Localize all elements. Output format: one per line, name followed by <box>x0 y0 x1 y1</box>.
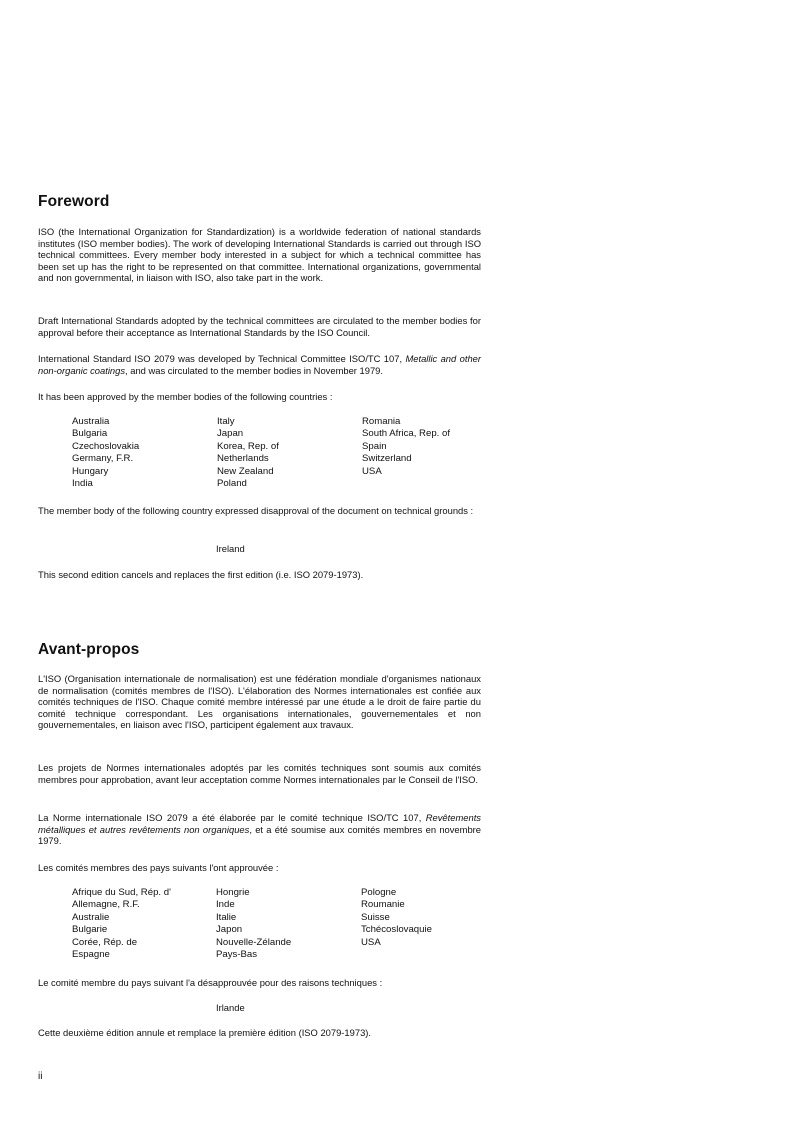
country-column-2 <box>217 416 279 490</box>
list-item: Czechoslovakia <box>72 440 140 452</box>
foreword-para-approved: It has been approved by the member bodies of the following countries : <box>38 391 333 402</box>
avant-propos-committee-title: Revêtements métalliques et autres revêtements non organiques <box>38 812 481 835</box>
foreword-para-draft: Draft International Standards adopted by the technical committees are circulated to the member bodies for approval before their acceptance as International Standards by the ISO Council. <box>38 315 481 338</box>
list-item: USA <box>362 465 382 477</box>
list-item: Hungary <box>72 465 109 477</box>
avant-propos-para-approuvee: Les comités membres des pays suivants l'ont approuvée : <box>38 862 279 873</box>
list-item: Suisse <box>361 911 390 923</box>
list-item: Corée, Rép. de <box>72 936 138 948</box>
foreword-title: Foreword <box>38 193 110 210</box>
list-item: India <box>72 478 93 490</box>
list-item: Korea, Rep. of <box>217 440 279 452</box>
list-item: Bulgarie <box>72 924 108 936</box>
foreword-para-edition: This second edition cancels and replaces the first edition (i.e. ISO 2079-1973). <box>38 569 364 580</box>
list-item: Roumanie <box>361 899 405 911</box>
list-item: Afrique du Sud, Rép. d' <box>72 887 171 898</box>
avant-propos-disapproval-country: Irlande <box>216 1002 245 1013</box>
page-number: ii <box>38 1071 43 1082</box>
country-column-2 <box>216 887 291 961</box>
list-item: Poland <box>217 478 247 490</box>
list-item: Germany, F.R. <box>72 453 134 465</box>
foreword-para-disapproval: The member body of the following country expressed disapproval of the document on technical grounds : <box>38 505 474 516</box>
list-item: Switzerland <box>362 453 412 465</box>
country-column-1 <box>72 416 139 490</box>
country-column-3 <box>362 416 450 478</box>
list-item: Hongrie <box>216 887 250 898</box>
list-item: Allemagne, R.F. <box>72 899 140 911</box>
list-item: Italie <box>216 911 237 923</box>
avant-propos-para-elaboration-end: , et a été soumise aux comités membres en novembre 1979. <box>38 823 482 847</box>
avant-propos-para-desapprouvee: Le comité membre du pays suivant l'a désapprouvée pour des raisons techniques : <box>38 977 383 988</box>
avant-propos-para-elaboration-start: La Norme internationale ISO 2079 a été élaborée par le comité technique ISO/TC 107, <box>38 812 426 823</box>
country-column-1 <box>72 887 171 961</box>
list-item: Australia <box>72 416 110 427</box>
avant-propos-para-elaboration <box>38 812 481 847</box>
avant-propos-para-edition: Cette deuxième édition annule et remplace la première édition (ISO 2079-1973). <box>38 1027 372 1038</box>
list-item: South Africa, Rep. of <box>362 428 450 440</box>
list-item: Spain <box>362 440 387 452</box>
list-item: Inde <box>216 899 235 911</box>
foreword-committee-title: Metallic and other non-organic coatings <box>38 353 481 376</box>
country-column-3 <box>361 887 432 949</box>
list-item: Pays-Bas <box>216 949 258 961</box>
list-item: Japan <box>217 428 244 440</box>
avant-propos-para-iso: L'ISO (Organisation internationale de normalisation) est une fédération mondiale d'organismes nationaux de normalisation (comités membres de l'ISO). L'élaboration des Normes internationales est confiée aux comités techniques de l'ISO. Chaque comité membre intéressé par une étude a le droit de faire partie du comité technique correspondant. Les organisations internationales, gouvernementales et non gouvernementales, en liaison avec l'ISO, participent également aux travaux. <box>38 673 481 731</box>
list-item: Tchécoslovaquie <box>361 924 432 936</box>
list-item: Japon <box>216 924 243 936</box>
list-item: New Zealand <box>217 465 274 477</box>
avant-propos-para-projets: Les projets de Normes internationales adoptés par les comités techniques sont soumis aux comités membres pour approbation, avant leur acceptation comme Normes internationales par le Conseil de l'ISO. <box>38 762 481 785</box>
foreword-para-iso: ISO (the International Organization for Standardization) is a worldwide federation of national standards institutes (ISO member bodies). The work of developing International Standards is carried out through ISO technical committees. Every member body interested in a subject for which a technical committee has been set up has the right to be represented on that committee. International organizations, governmental and non governmental, in liaison with ISO, also take part in the work. <box>38 226 481 284</box>
list-item: Romania <box>362 416 401 427</box>
list-item: Netherlands <box>217 453 269 465</box>
avant-propos-title: Avant-propos <box>38 641 140 658</box>
foreword-para-development <box>38 353 481 376</box>
list-item: Bulgaria <box>72 428 108 440</box>
foreword-para-development-start: International Standard ISO 2079 was developed by Technical Committee ISO/TC 107, <box>38 353 406 364</box>
list-item: Pologne <box>361 887 397 898</box>
list-item: Australie <box>72 911 110 923</box>
list-item: Nouvelle-Zélande <box>216 936 292 948</box>
list-item: Espagne <box>72 949 110 961</box>
list-item: Italy <box>217 416 235 427</box>
foreword-disapproval-country: Ireland <box>216 543 245 554</box>
list-item: USA <box>361 936 381 948</box>
foreword-para-development-end: , and was circulated to the member bodies in November 1979. <box>125 364 383 376</box>
